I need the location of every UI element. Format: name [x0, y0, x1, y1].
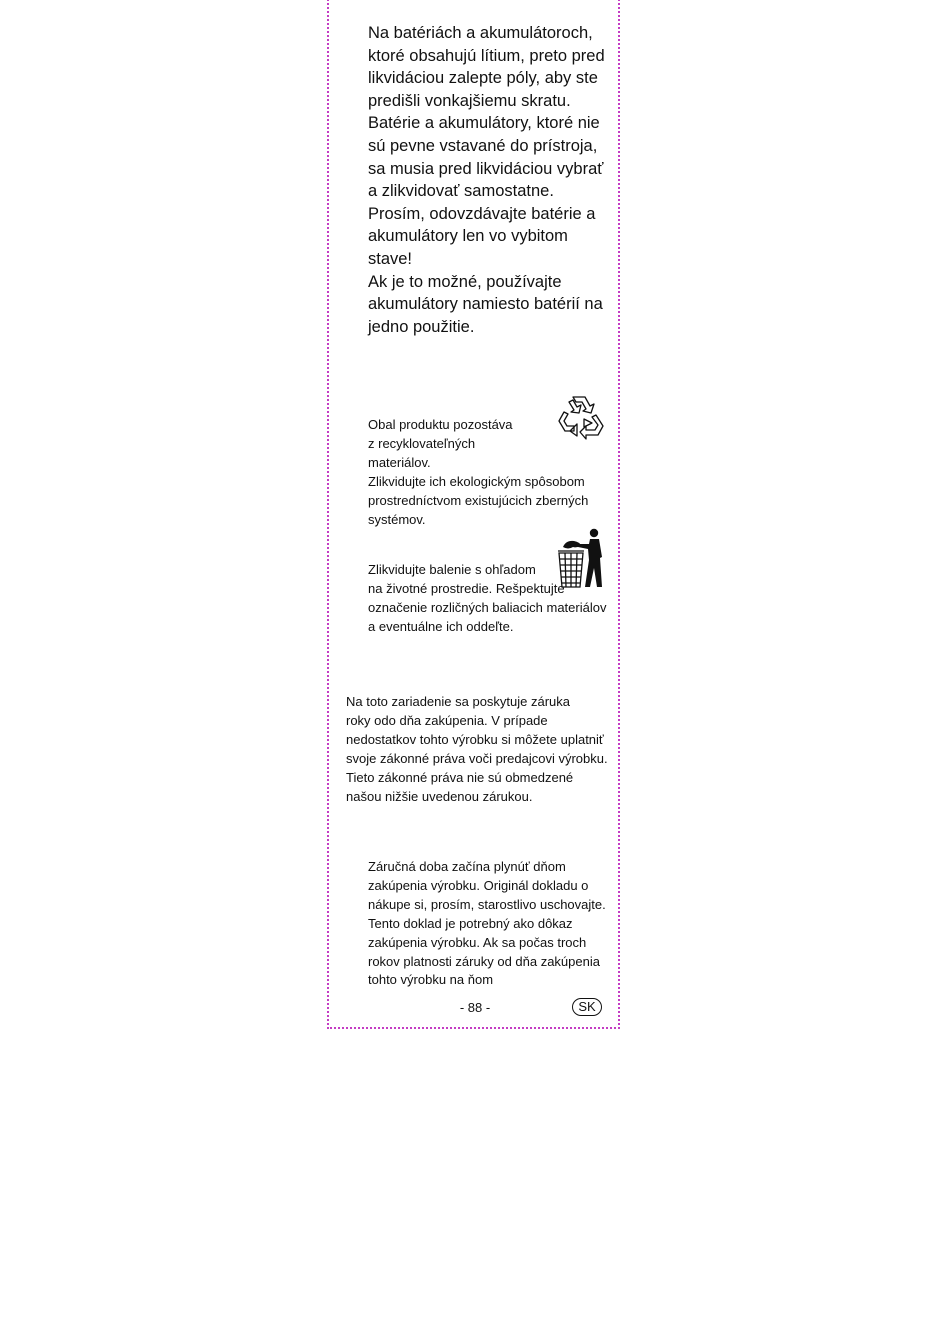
- battery-paragraph-3: Prosím, odovzdávajte batérie a akumulátory len vo vybitom stave!: [368, 204, 596, 268]
- battery-paragraph-4: Ak je to možné, používajte akumulátory namiesto batérií na jedno použitie.: [368, 272, 603, 336]
- page-number: - 88 -: [459, 1000, 491, 1015]
- warranty-period: Záručná doba začína plynúť dňom zakúpenia výrobku. Originál dokladu o nákupe si, prosím, starostlivo uschovajte. Tento doklad je potrebný ako dôkaz zakúpenia výrobku. Ak sa počas troch rokov platnosti záruky od dňa zakúpenia tohto výrobku na ňom: [368, 859, 606, 988]
- recycle-info: [368, 416, 608, 529]
- packaging-disposal-info: [368, 561, 608, 637]
- bin-text: na životné prostredie. Rešpektujte označenie rozličných baliacich materiálov a eventuálne ich oddeľte.: [368, 580, 607, 634]
- warranty-intro: Na toto zariadenie sa poskytuje záruka roky odo dňa zakúpenia. V prípade nedostatkov tohto výrobku si môžete uplatniť svoje zákonné práva voči predajcovi výrobku. Tieto zákonné práva nie sú obmedzené našou nižšie uvedenou zárukou.: [346, 694, 611, 804]
- battery-disposal-text: [368, 22, 608, 338]
- bin-line-1: Zlikvidujte balenie s ohľadom: [368, 562, 536, 577]
- recycle-line-1: Obal produktu pozostáva: [368, 417, 513, 432]
- language-badge: SK: [572, 998, 602, 1016]
- battery-paragraph-1: Na batériách a akumulátoroch, ktoré obsahujú lítium, preto pred likvidáciou zalepte póly, aby ste predišli vonkajšiemu skratu.: [368, 24, 605, 110]
- recycle-line-2: z recyklovateľných: [368, 435, 476, 451]
- battery-paragraph-2: Batérie a akumulátory, ktoré nie sú pevne vstavané do prístroja, sa musia pred likvidáciou vybrať a zlikvidovať samostatne.: [368, 114, 604, 201]
- recycle-line-3: materiálov.: [368, 454, 431, 470]
- recycle-text: Zlikvidujte ich ekologickým spôsobom prostredníctvom existujúcich zberných systémov.: [368, 473, 589, 527]
